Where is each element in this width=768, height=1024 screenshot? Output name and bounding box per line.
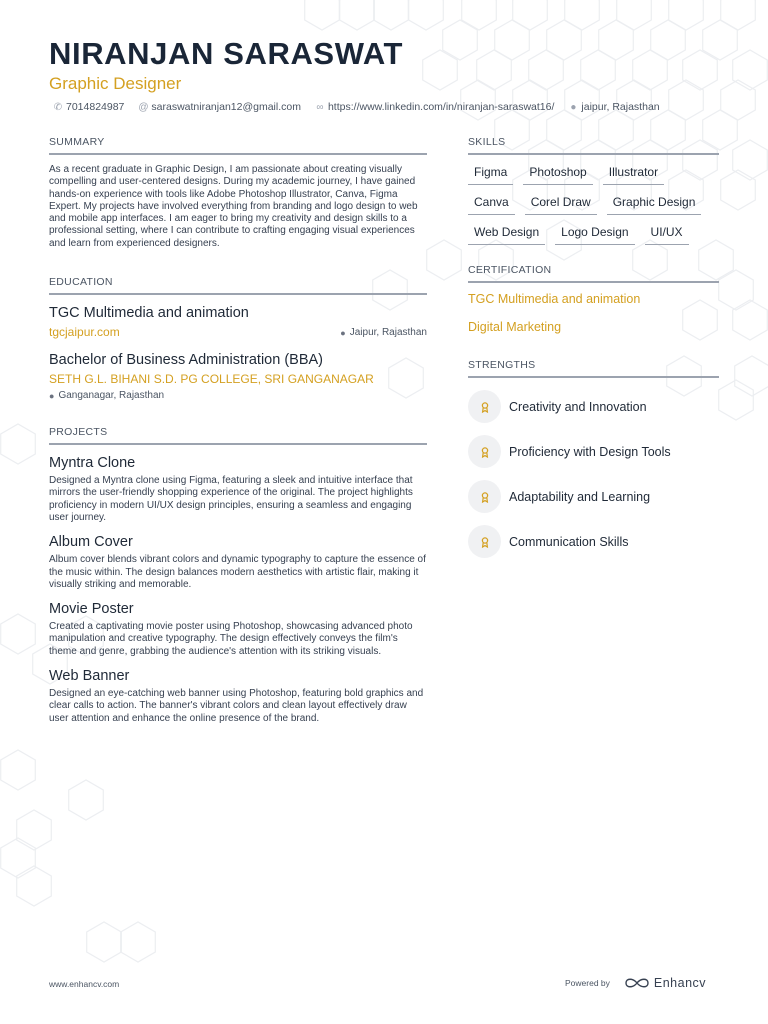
education-school: SETH G.L. BIHANI S.D. PG COLLEGE, SRI GANGANAGAR [49, 372, 374, 387]
certification-item: TGC Multimedia and animation [468, 292, 641, 306]
education-location-text: Ganganagar, Rajasthan [58, 390, 165, 402]
skills-heading: SKILLS [468, 136, 719, 155]
skills-list [468, 164, 719, 254]
strength-item [468, 525, 719, 558]
candidate-name: NIRANJAN SARASWAT [49, 36, 404, 71]
enhancv-logo-icon [624, 976, 650, 990]
summary-section [49, 136, 427, 250]
skill-tag: Canva [468, 194, 515, 215]
education-location [49, 390, 427, 401]
award-icon [468, 435, 501, 468]
education-location-text: Jaipur, Rajasthan [349, 327, 427, 339]
skill-tag: Photoshop [523, 164, 592, 185]
powered-by-text: Powered by [565, 978, 610, 988]
project-name: Web Banner [49, 668, 130, 685]
phone-icon: ✆ [53, 101, 63, 113]
projects-section [49, 426, 427, 725]
strength-item [468, 435, 719, 468]
strength-label: Adaptability and Learning [509, 489, 651, 504]
contact-email[interactable] [138, 101, 301, 113]
project-item [49, 454, 427, 524]
education-heading: EDUCATION [49, 276, 427, 295]
skill-tag: UI/UX [645, 224, 689, 245]
enhancv-logo-text: Enhancv [653, 976, 707, 990]
certification-section [468, 264, 719, 335]
education-item [49, 351, 427, 401]
certification-heading: CERTIFICATION [468, 264, 719, 283]
contact-location [568, 101, 659, 113]
right-column [468, 136, 719, 558]
project-description: Designed an eye-catching web banner using Photoshop, featuring bold graphics and clear calls to action. The banner's vibrant colors and clean layout effectively draw user attention and enhance the online presence of the brand. [49, 688, 424, 724]
projects-heading: PROJECTS [49, 426, 427, 445]
summary-heading: SUMMARY [49, 136, 427, 155]
contact-linkedin[interactable] [315, 101, 554, 113]
location-icon: ● [570, 101, 577, 113]
education-degree: Bachelor of Business Administration (BBA) [49, 352, 324, 369]
skills-section [468, 136, 719, 254]
certification-item: Digital Marketing [468, 320, 562, 334]
skill-tag: Graphic Design [607, 194, 702, 215]
education-location [340, 327, 427, 338]
project-item [49, 600, 427, 658]
strengths-heading: STRENGTHS [468, 359, 719, 378]
contact-phone[interactable] [53, 101, 124, 113]
award-icon [468, 390, 501, 423]
education-degree: TGC Multimedia and animation [49, 305, 249, 322]
education-item [49, 304, 427, 340]
phone-text: 7014824987 [66, 101, 125, 113]
project-name: Album Cover [49, 534, 133, 551]
skill-tag: Figma [468, 164, 513, 185]
summary-text: As a recent graduate in Graphic Design, I am passionate about creating visually compelling and user-centered designs. During my academic journey, I have gained hands-on experience with tools like Adobe Photoshop Illustrator, Canva, Figma Expert. My projects have involved everything from branding and logo design to web and mobile app interfaces. I am eager to bring my creativity and design skills to a professional setting, where I can contribute to crafting engaging visual experiences and learn from experienced designers. [49, 164, 418, 249]
left-column [49, 136, 427, 725]
email-text: saraswatniranjan12@gmail.com [151, 101, 301, 113]
skill-tag: Logo Design [555, 224, 634, 245]
education-school[interactable]: tgcjaipur.com [49, 325, 120, 340]
award-icon [468, 525, 501, 558]
project-item [49, 667, 427, 725]
footer-powered-by [565, 976, 706, 990]
location-text: jaipur, Rajasthan [581, 101, 660, 113]
candidate-role: Graphic Designer [49, 74, 182, 93]
enhancv-logo[interactable] [624, 976, 706, 990]
award-icon [468, 480, 501, 513]
project-item [49, 533, 427, 591]
footer-website[interactable]: www.enhancv.com [49, 979, 120, 989]
education-section [49, 276, 427, 401]
strengths-section [468, 359, 719, 558]
skill-tag: Corel Draw [525, 194, 597, 215]
strength-label: Communication Skills [509, 534, 629, 549]
location-pin-icon: ● [340, 327, 346, 338]
location-pin-icon: ● [49, 390, 55, 401]
project-description: Designed a Myntra clone using Figma, featuring a sleek and intuitive interface that mirrors the user-friendly shopping experience of the original. The project highlights proficiency in modern UI/UX design principles, ensuring a seamless and engaging user journey. [49, 475, 413, 523]
strength-item [468, 480, 719, 513]
skill-tag: Illustrator [603, 164, 664, 185]
project-description: Album cover blends vibrant colors and dynamic typography to capture the essence of the music within. The design balances modern aesthetics with artistic flair, making it visually striking and memorable. [49, 554, 426, 590]
resume-header [49, 34, 729, 113]
strength-item [468, 390, 719, 423]
email-icon: @ [138, 101, 149, 113]
project-name: Myntra Clone [49, 455, 136, 472]
strength-label: Proficiency with Design Tools [509, 444, 671, 459]
link-icon: ∞ [316, 101, 324, 113]
linkedin-text: https://www.linkedin.com/in/niranjan-saraswat16/ [327, 101, 555, 113]
project-name: Movie Poster [49, 601, 134, 618]
skill-tag: Web Design [468, 224, 545, 245]
strength-label: Creativity and Innovation [509, 399, 647, 414]
project-description: Created a captivating movie poster using Photoshop, showcasing advanced photo manipulation and creative typography. The design effectively conveys the film's theme and genre, grabbing the audience's attention with its striking visuals. [49, 621, 413, 657]
contact-bar [49, 101, 729, 113]
